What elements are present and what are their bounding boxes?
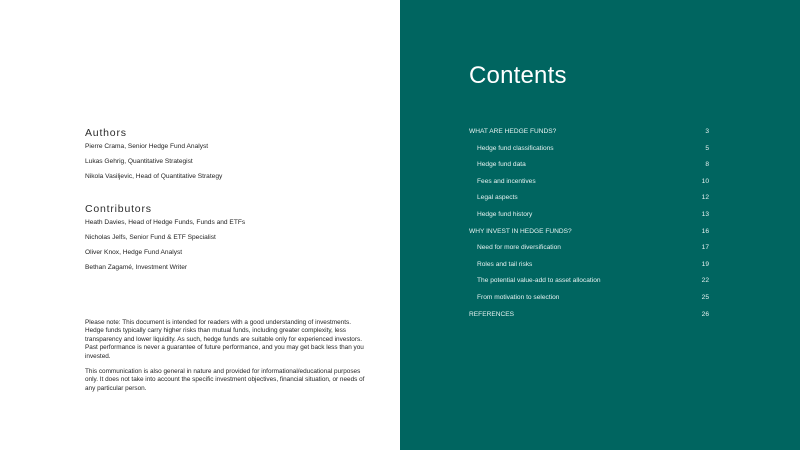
toc-entry-title: The potential value-add to asset allocation — [477, 277, 601, 285]
toc-entry[interactable] — [469, 211, 709, 228]
toc-entry[interactable] — [469, 145, 709, 162]
toc-entry-page: 22 — [701, 277, 709, 285]
toc-entry-page: 12 — [701, 194, 709, 202]
toc-entry-page: 8 — [705, 161, 709, 169]
contributor-item: Bethan Zagamé, Investment Writer — [85, 264, 188, 271]
toc-entry-page: 17 — [701, 244, 709, 252]
toc-entry[interactable] — [469, 178, 709, 195]
contributor-item: Nicholas Jelfs, Senior Fund & ETF Specialist — [85, 234, 216, 241]
toc-entry-title: REFERENCES — [469, 310, 515, 318]
toc-entry-page: 13 — [701, 210, 709, 218]
toc-entry-title: Roles and tail risks — [477, 260, 533, 268]
table-of-contents — [469, 128, 709, 327]
toc-entry-page: 16 — [701, 227, 709, 235]
toc-entry[interactable] — [469, 294, 709, 311]
authors-heading: Authors — [85, 127, 127, 139]
author-item: Pierre Crama, Senior Hedge Fund Analyst — [85, 143, 209, 150]
disclaimer-paragraph: Please note: This document is intended for readers with a good understanding of investments. Hedge funds typically carry higher risks than mutual funds, including greater complexity, less transparency and lower liquidity. As such, hedge funds are suitable only for experienced investors. Past performance is never a guarantee of future performance, and you may get back less than you invested. — [85, 319, 364, 360]
authors-list — [85, 143, 222, 188]
toc-entry[interactable] — [469, 228, 709, 245]
contributors-heading: Contributors — [85, 203, 152, 215]
contributor-item: Heath Davies, Head of Hedge Funds, Funds and ETFs — [85, 219, 246, 226]
contributors-list — [85, 219, 245, 279]
toc-entry-title: Fees and incentives — [477, 177, 536, 185]
author-item: Lukas Gehrig, Quantitative Strategist — [85, 158, 193, 165]
toc-entry-title: Legal aspects — [477, 194, 518, 202]
toc-entry-title: Need for more diversification — [477, 244, 561, 252]
toc-entry-page: 25 — [701, 293, 709, 301]
toc-entry-page: 10 — [701, 177, 709, 185]
toc-entry[interactable] — [469, 244, 709, 261]
toc-entry-page: 3 — [705, 128, 709, 135]
toc-entry-page: 19 — [701, 260, 709, 268]
contributor-item: Oliver Knox, Hedge Fund Analyst — [85, 249, 183, 256]
toc-entry-page: 26 — [701, 310, 709, 318]
toc-entry[interactable] — [469, 194, 709, 211]
author-item: Nikola Vasiljevic, Head of Quantitative Strategy — [85, 173, 223, 180]
toc-entry-title: Hedge fund classifications — [477, 144, 554, 152]
general-info-paragraph: This communication is also general in nature and provided for informational/educational purposes only. It does not take into account the specific investment objectives, financial situation, or needs of any particular person. — [85, 368, 365, 392]
toc-entry-title: WHY INVEST IN HEDGE FUNDS? — [469, 227, 572, 235]
toc-entry[interactable] — [469, 277, 709, 294]
toc-entry[interactable] — [469, 261, 709, 278]
toc-entry-title: WHAT ARE HEDGE FUNDS? — [469, 128, 557, 135]
contents-title: Contents — [469, 62, 567, 89]
toc-entry-page: 5 — [705, 144, 709, 152]
toc-entry[interactable] — [469, 161, 709, 178]
toc-entry-title: Hedge fund history — [477, 210, 533, 218]
toc-entry[interactable] — [469, 128, 709, 145]
toc-entry[interactable] — [469, 311, 709, 328]
toc-entry-title: From motivation to selection — [477, 293, 560, 301]
toc-entry-title: Hedge fund data — [477, 161, 526, 169]
